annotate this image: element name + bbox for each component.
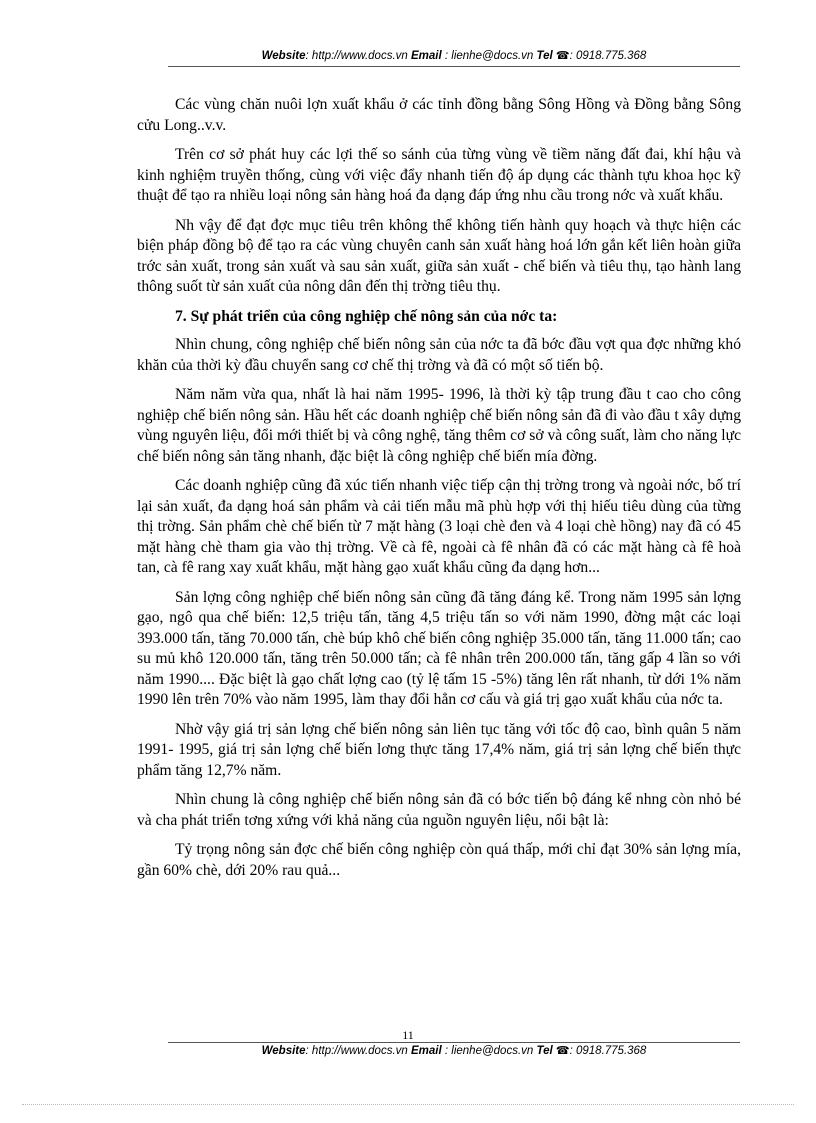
paragraph-6: Các doanh nghiệp cũng đã xúc tiến nhanh việc tiếp cận thị trờng trong và ngoài nớc, bố trí lại sản xuất, đa dạng hoá sản phẩm và cải tiến mẫu mã phù hợp với thị hiếu tiêu dùng của từng thị trờng. Sản phẩm chè chế biến từ 7 mặt hàng (3 loại chè đen và 4 loại chè hồng) nay đã có 45 mặt hàng chè tham gia vào thị trờng. Về cà fê, ngoài cà fê nhân đã có các mặt hàng cà fê hoà tan, cà fê rang xay xuất khẩu, mặt hàng gạo xuất khẩu cũng đa dạng hơn... [137, 477, 741, 576]
footer-rule [168, 1042, 740, 1043]
header-tel-value: : 0918.775.368 [569, 50, 647, 62]
paragraph-9: Nhìn chung là công nghiệp chế biến nông sản đã có bớc tiến bộ đáng kể nhng còn nhỏ bé và cha phát triển tơng xứng với khả năng của nguồn nguyên liệu, nổi bật là: [137, 791, 741, 829]
page-header [168, 49, 740, 62]
phone-icon: ☎ [555, 1045, 570, 1057]
page-edge-dotted-line [22, 1104, 794, 1105]
footer-website-label: Website [261, 1045, 306, 1057]
paragraph-8: Nhờ vậy giá trị sản lợng chế biến nông sản liên tục tăng với tốc độ cao, bình quân 5 năm 1991- 1995, giá trị sản lợng chế biến lơng thực tăng 17,4% năm, giá trị sản lợng chế biến thực phẩm tăng 12,7% năm. [137, 720, 741, 779]
footer-website-url[interactable]: : http://www.docs.vn [305, 1045, 408, 1057]
header-rule [168, 66, 740, 67]
section-heading: 7. Sự phát triển của công nghiệp chế nông sản của nớc ta: [175, 307, 558, 325]
page-number: 11 [402, 1028, 414, 1042]
paragraph-1: Các vùng chăn nuôi lợn xuất khẩu ở các tỉnh đồng bằng Sông Hồng và Đồng bằng Sông cửu Long..v.v. [137, 96, 741, 134]
paragraph-5: Năm năm vừa qua, nhất là hai năm 1995- 1996, là thời kỳ tập trung đầu t cao cho công nghiệp chế biến nông sản. Hầu hết các doanh nghiệp chế biến nông sản đã đi vào đầu t xây dựng vùng nguyên liệu, đổi mới thiết bị và công nghệ, tăng thêm cơ sở và công suất, làm cho năng lực chế biến nông sản tăng nhanh, đặc biệt là công nghiệp chế biến mía đờng. [137, 386, 741, 465]
paragraph-7: Sản lợng công nghiệp chế biến nông sản cũng đã tăng đáng kể. Trong năm 1995 sản lợng gạo, ngô qua chế biến: 12,5 triệu tấn, tăng 4,5 triệu tấn so với năm 1990, đờng mật các loại 393.000 tấn, tăng 70.000 tấn, chè búp khô chế biến công nghiệp 35.000 tấn, tăng 11.000 tấn; cao su mủ khô 120.000 tấn, tăng trên 50.000 tấn; cà fê nhân trên 200.000 tấn, tăng gấp 4 lần so với năm 1990.... Đặc biệt là gạo chất lợng cao (tỷ lệ tấm 15 -5%) tăng lên rất nhanh, từ dới 1% năm 1990 lên trên 70% vào năm 1995, làm thay đổi hẳn cơ cấu và giá trị gạo xuất khẩu của nớc ta. [137, 588, 741, 708]
footer-tel-label: Tel [536, 1045, 553, 1057]
header-email-label: Email [411, 50, 442, 62]
phone-icon: ☎ [555, 50, 570, 62]
footer-tel-value: : 0918.775.368 [569, 1045, 647, 1057]
paragraph-10: Tỷ trọng nông sản đợc chế biến công nghiệp còn quá thấp, mới chỉ đạt 30% sản lợng mía, gần 60% chè, dới 20% rau quả... [137, 841, 741, 879]
paragraph-2: Trên cơ sở phát huy các lợi thế so sánh của từng vùng về tiềm năng đất đai, khí hậu và kinh nghiệm truyền thống, cùng với việc đẩy nhanh tiến độ áp dụng các thành tựu khoa học kỹ thuật để tạo ra nhiều loại nông sản hàng hoá đa dạng đáp ứng nhu cầu trong nớc và xuất khẩu. [137, 146, 741, 204]
document-body [137, 95, 741, 890]
page-footer [168, 1044, 740, 1057]
header-website-url[interactable]: : http://www.docs.vn [305, 50, 408, 62]
footer-email-label: Email [411, 1045, 442, 1057]
paragraph-3: Nh vậy để đạt đợc mục tiêu trên không thể không tiến hành quy hoạch và thực hiện các biện pháp đồng bộ để tạo ra các vùng chuyên canh sản xuất hàng hoá lớn gắn kết liên hoàn giữa trớc sản xuất, trong sản xuất và sau sản xuất, giữa sản xuất - chế biến và tiêu thụ, tạo hành lang thông suốt từ sản xuất của nông dân đến thị trờng tiêu thụ. [137, 216, 741, 295]
paragraph-4: Nhìn chung, công nghiệp chế biến nông sản của nớc ta đã bớc đầu vợt qua đợc những khó khăn của thời kỳ đầu chuyển sang cơ chế thị trờng và đã có một số tiến bộ. [137, 336, 741, 374]
header-website-label: Website [261, 50, 306, 62]
footer-email-value[interactable]: : lienhe@docs.vn [444, 1045, 534, 1057]
header-email-value[interactable]: : lienhe@docs.vn [444, 50, 534, 62]
header-tel-label: Tel [536, 50, 553, 62]
